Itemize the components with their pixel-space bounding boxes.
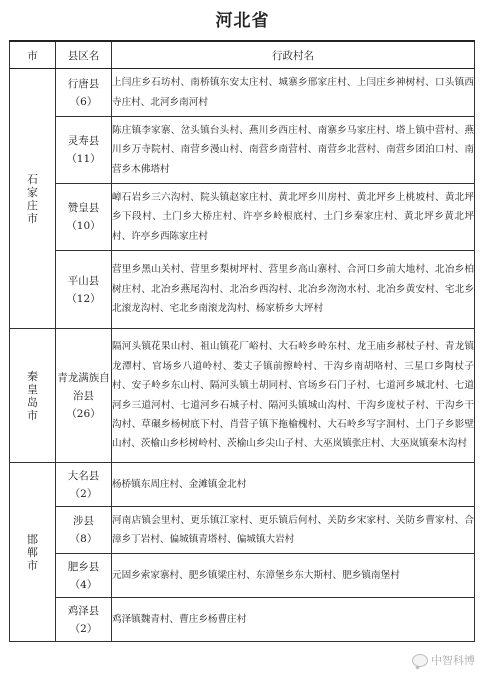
- watermark: [412, 652, 475, 668]
- table-row: [10, 463, 475, 507]
- county-name: 行唐县: [67, 77, 100, 90]
- county-name: 涉县: [73, 515, 94, 527]
- table-row: [10, 184, 475, 251]
- villages-cell: 隔河头镇花果山村、祖山镇花厂峪村、大石岭乡岭东村、龙王庙乡郝杖子村、青龙镇龙潭村、官场乡八道岭村、娄丈子镇前擦岭村、干沟乡南胡咯村、三星口乡陶杖子村、安子岭乡东山村、隔河头镇土胡同村、官场乡石门子村、七道河乡城北村、七道河乡三道河村、七道河乡石城子村、隔河头镇城山沟村、干沟乡庞杖子村、干沟乡干沟村、草碾乡杨树底下村、肖营子镇下拖榆槐村、大石岭乡写字洞村、土门子乡影壁山村、茨榆山乡杉树岭村、茨榆山乡尖山子村、大巫岚镇张庄村、大巫岚镇秦木沟村: [112, 329, 475, 463]
- villages-cell: 鸡泽镇魏青村、曹庄乡杨曹庄村: [112, 598, 475, 642]
- villages-cell: 元固乡索家寨村、肥乡镇梁庄村、东漳堡乡东大斯村、肥乡镇南堡村: [112, 554, 475, 598]
- county-name: 大名县: [67, 469, 100, 482]
- county-cell: [56, 507, 112, 554]
- county-cell: [56, 554, 112, 598]
- city-name: 邯郸市: [27, 532, 38, 572]
- table-row: [10, 251, 475, 329]
- county-name: 平山县: [67, 274, 100, 287]
- county-count: （2）: [69, 487, 98, 500]
- wechat-icon: [412, 654, 428, 667]
- county-cell: [56, 329, 112, 463]
- table-row: [10, 329, 475, 463]
- city-cell: [10, 463, 56, 642]
- header-city: 市: [10, 41, 56, 69]
- county-cell: [56, 117, 112, 184]
- table-row: [10, 69, 475, 117]
- county-name: 青龙满族自治县: [57, 371, 110, 402]
- table-row: [10, 598, 475, 642]
- villages-cell: 嶂石岩乡三六沟村、院头镇赵家庄村、黄北坪乡川房村、黄北坪乡上桃坡村、黄北坪乡下段村、土门乡大桥庄村、许亭乡岭根底村、土门乡秦家庄村、黄北坪乡黄北坪村、许亭乡西陈家庄村: [112, 184, 475, 251]
- table-header-row: [10, 41, 475, 69]
- county-count: （8）: [69, 533, 98, 545]
- county-cell: [56, 598, 112, 642]
- page-title: 河北省: [215, 11, 270, 31]
- villages-cell: 河南店镇会里村、更乐镇江家村、更乐镇后何村、关防乡宋家村、关防乡曹家村、合漳乡丁岩村、偏城镇青塔村、偏城镇大岩村: [112, 507, 475, 554]
- city-name: 秦皇岛市: [27, 369, 38, 422]
- county-cell: [56, 463, 112, 507]
- villages-cell: 营里乡黑山关村、营里乡梨树坪村、营里乡高山寨村、合河口乡前大地村、北冶乡柏树庄村、北冶乡燕尾沟村、北冶乡西沟村、北冶乡沕沕水村、北冶乡黄安村、宅北乡北滚龙沟村、宅北乡南滚龙沟村、杨家桥乡大坪村: [112, 251, 475, 329]
- county-cell: [56, 251, 112, 329]
- county-count: （12）: [66, 292, 101, 305]
- watermark-text: 中智科博: [431, 654, 475, 667]
- table-row: [10, 117, 475, 184]
- county-count: （6）: [69, 95, 98, 108]
- villages-cell: 上闫庄乡石坊村、南桥镇东安太庄村、城寨乡邢家庄村、上闫庄乡神树村、口头镇西寺庄村、北河乡南河村: [112, 69, 475, 117]
- county-count: （11）: [66, 153, 101, 165]
- county-cell: [56, 69, 112, 117]
- city-cell: [10, 329, 56, 463]
- villages-cell: 杨桥镇东周庄村、金滩镇金北村: [112, 463, 475, 507]
- county-name: 赞皇县: [67, 202, 100, 214]
- header-villages: 行政村名: [112, 41, 475, 69]
- city-name: 石家庄市: [27, 172, 38, 225]
- county-name: 鸡泽县: [67, 604, 100, 617]
- county-count: （4）: [69, 578, 98, 591]
- county-count: （26）: [66, 407, 101, 420]
- city-cell: [10, 69, 56, 329]
- table-row: [10, 554, 475, 598]
- village-table: [9, 40, 475, 642]
- county-cell: [56, 184, 112, 251]
- county-count: （10）: [66, 220, 101, 232]
- county-name: 肥乡县: [67, 560, 100, 573]
- villages-cell: 陈庄镇李家寨、岔头镇台头村、燕川乡西庄村、南寨乡马家庄村、塔上镇中营村、燕川乡万寺院村、南营乡漫山村、南营乡南营村、南营乡北营村、南营乡团泊口村、南营乡木佛塔村: [112, 117, 475, 184]
- county-name: 灵寿县: [67, 135, 100, 147]
- table-row: [10, 507, 475, 554]
- header-county: 县区名: [56, 41, 112, 69]
- county-count: （2）: [69, 622, 98, 635]
